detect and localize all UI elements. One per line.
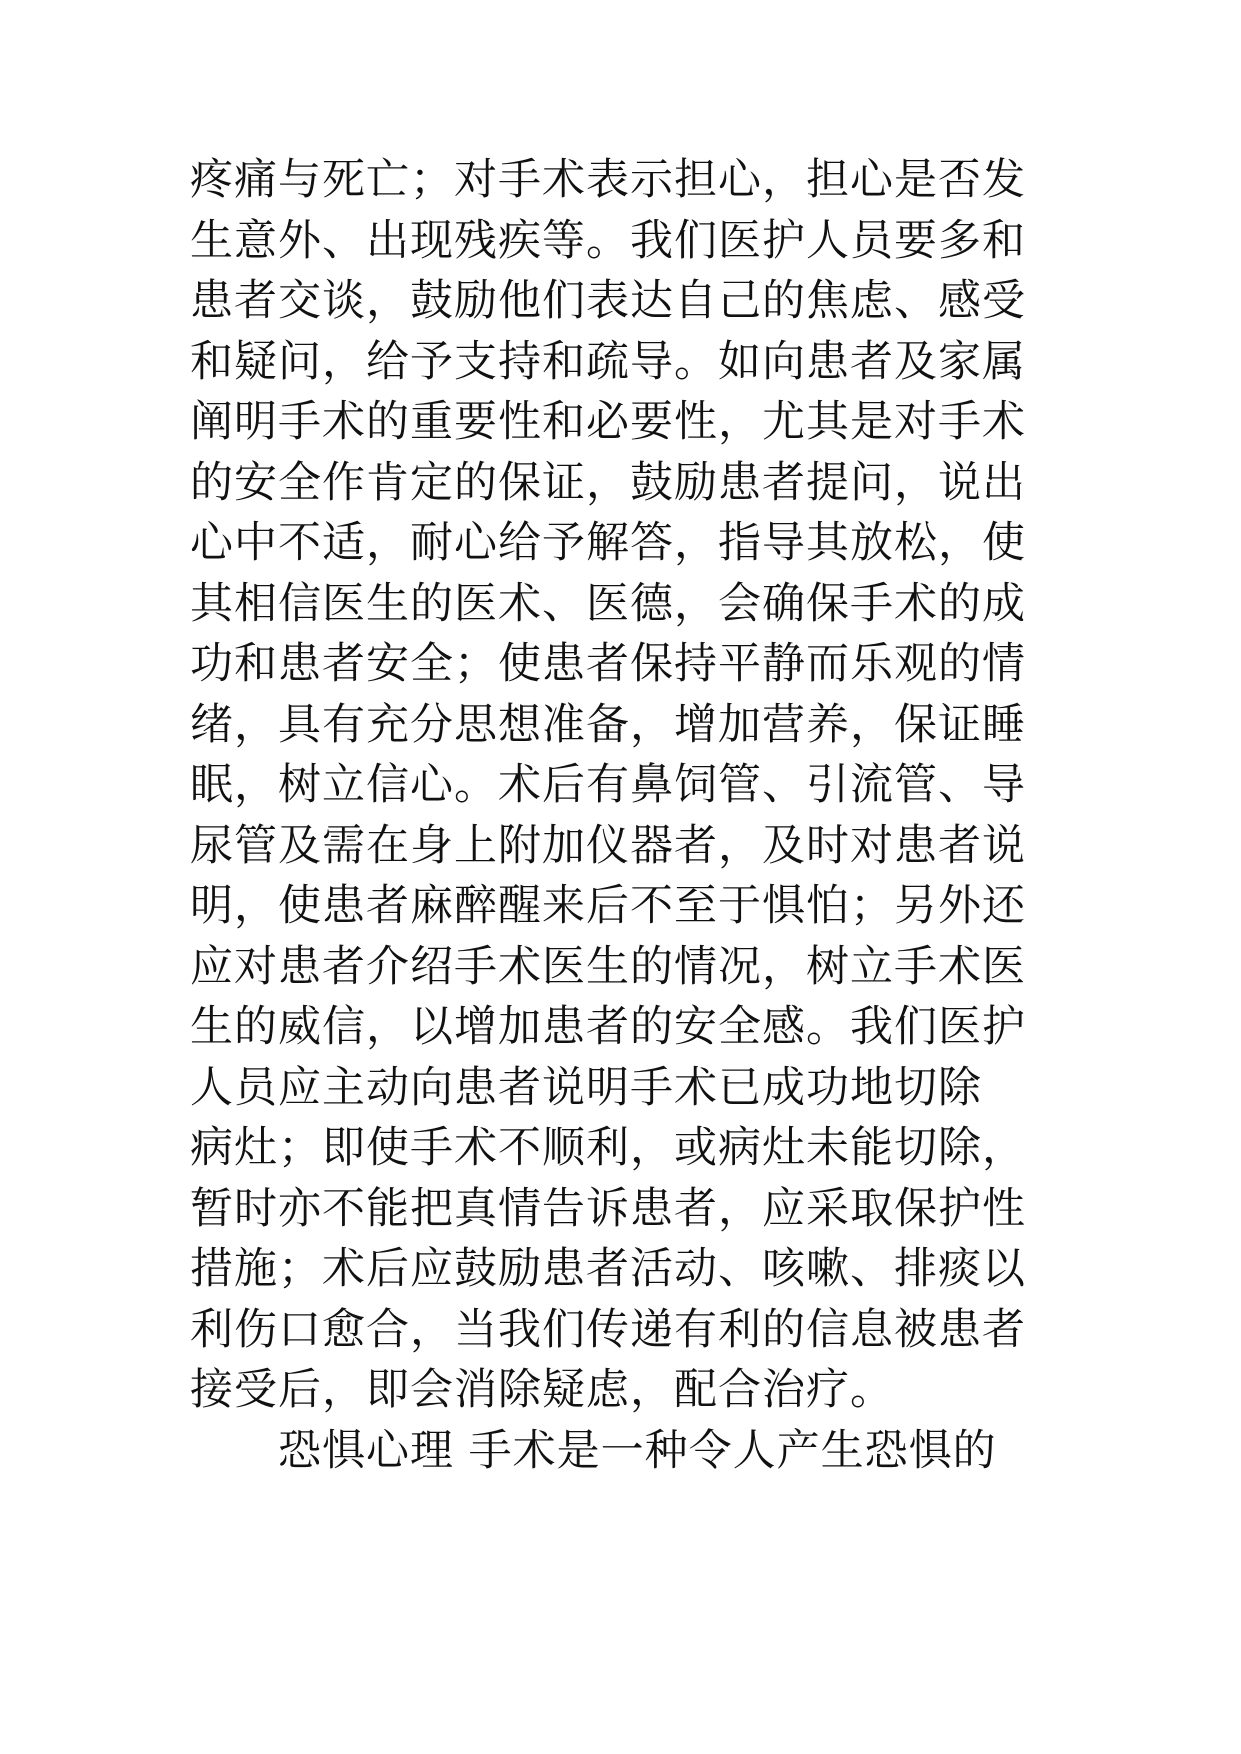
text-line: 人员应主动向患者说明手术已成功地切除 <box>190 1062 982 1113</box>
text-line: 暂时亦不能把真情告诉患者，应采取保护性 <box>190 1183 1026 1234</box>
text-line: 功和患者安全；使患者保持平静而乐观的情 <box>190 639 1026 689</box>
text-line: 和疑问，给予支持和疏导。如向患者及家属 <box>190 336 1026 387</box>
text-line: 患者交谈，鼓励他们表达自己的焦虑、感受 <box>190 276 1026 326</box>
text-line: 应对患者介绍手术医生的情况，树立手术医 <box>190 941 1026 992</box>
text-line: 的安全作肯定的保证，鼓励患者提问，说出 <box>190 457 1026 508</box>
text-line: 心中不适，耐心给予解答，指导其放松，使 <box>190 518 1026 568</box>
text-line: 生意外、出现残疾等。我们医护人员要多和 <box>190 215 1026 266</box>
text-line: 生的威信，以增加患者的安全感。我们医护 <box>190 1002 1026 1052</box>
text-line: 利伤口愈合，当我们传递有利的信息被患者 <box>190 1304 1026 1355</box>
text-line: 明，使患者麻醉醒来后不至于惧怕；另外还 <box>190 881 1026 931</box>
text-line: 措施；术后应鼓励患者活动、咳嗽、排痰以 <box>190 1244 1026 1294</box>
text-line: 接受后，即会消除疑虑，配合治疗。 <box>190 1365 894 1415</box>
text-line: 眠，树立信心。术后有鼻饲管、引流管、导 <box>190 760 1026 810</box>
text-line: 疼痛与死亡；对手术表示担心，担心是否发 <box>190 155 1026 205</box>
body-text <box>190 150 1090 1481</box>
text-line: 其相信医生的医术、医德，会确保手术的成 <box>190 578 1026 629</box>
text-line: 阐明手术的重要性和必要性，尤其是对手术 <box>190 397 1026 447</box>
section-heading-line: 恐惧心理 手术是一种令人产生恐惧的 <box>278 1425 997 1476</box>
text-line: 病灶；即使手术不顺利，或病灶未能切除， <box>190 1123 1026 1173</box>
text-line: 绪，具有充分思想准备，增加营养，保证睡 <box>190 699 1026 750</box>
text-line: 尿管及需在身上附加仪器者，及时对患者说 <box>190 820 1026 871</box>
